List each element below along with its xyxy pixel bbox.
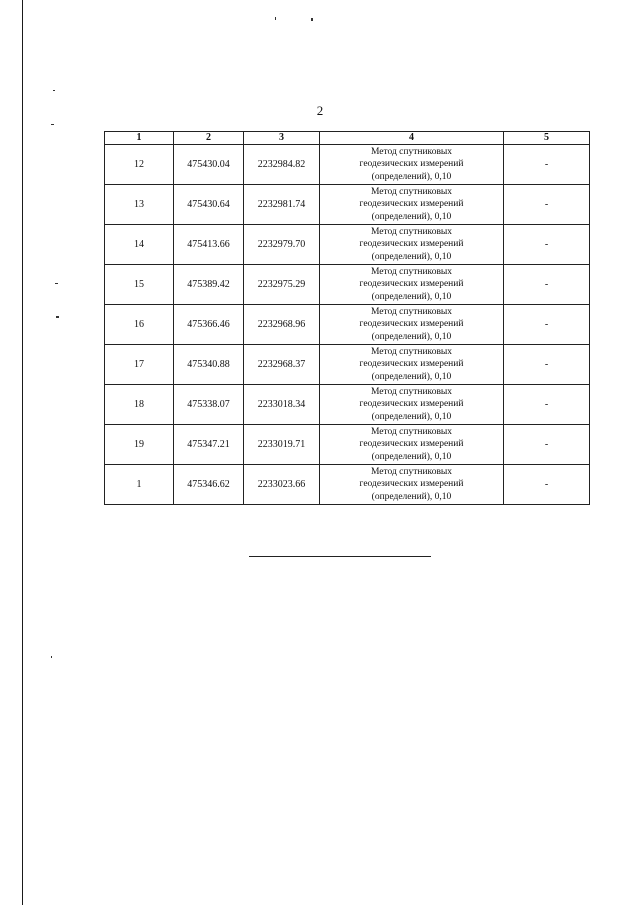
table-row bbox=[105, 345, 590, 385]
scan-speck bbox=[56, 316, 59, 318]
method-text-line: геодезических измерений bbox=[359, 199, 464, 210]
column-header: 1 bbox=[105, 132, 174, 145]
method-text-line: (определений), 0,10 bbox=[371, 451, 452, 462]
scan-speck bbox=[51, 656, 52, 658]
note-cell: - bbox=[504, 345, 590, 385]
method-text-line: (определений), 0,10 bbox=[371, 491, 452, 502]
method-cell bbox=[320, 345, 504, 385]
x-coordinate-cell: 475338.07 bbox=[174, 385, 244, 425]
point-number-cell: 13 bbox=[105, 185, 174, 225]
x-coordinate-cell: 475430.64 bbox=[174, 185, 244, 225]
y-coordinate-cell: 2233019.71 bbox=[244, 425, 320, 465]
point-number-cell: 16 bbox=[105, 305, 174, 345]
method-text-line: Метод спутниковых bbox=[370, 426, 453, 437]
table-row bbox=[105, 305, 590, 345]
y-coordinate-cell: 2232975.29 bbox=[244, 265, 320, 305]
method-text-line: Метод спутниковых bbox=[370, 226, 453, 237]
note-cell: - bbox=[504, 465, 590, 505]
method-text-line: (определений), 0,10 bbox=[371, 411, 452, 422]
x-coordinate-cell: 475413.66 bbox=[174, 225, 244, 265]
method-text-line: геодезических измерений bbox=[359, 239, 464, 250]
method-cell bbox=[320, 225, 504, 265]
method-text-line: Метод спутниковых bbox=[370, 266, 453, 277]
method-text-line: геодезических измерений bbox=[359, 319, 464, 330]
method-text-line: (определений), 0,10 bbox=[371, 331, 452, 342]
method-text-line: Метод спутниковых bbox=[370, 386, 453, 397]
note-cell: - bbox=[504, 145, 590, 185]
scan-speck bbox=[55, 283, 58, 284]
point-number-cell: 15 bbox=[105, 265, 174, 305]
method-cell bbox=[320, 305, 504, 345]
method-text-line: (определений), 0,10 bbox=[371, 171, 452, 182]
note-cell: - bbox=[504, 265, 590, 305]
table-row bbox=[105, 185, 590, 225]
y-coordinate-cell: 2233018.34 bbox=[244, 385, 320, 425]
x-coordinate-cell: 475366.46 bbox=[174, 305, 244, 345]
method-text-line: (определений), 0,10 bbox=[371, 251, 452, 262]
method-text-line: геодезических измерений bbox=[359, 279, 464, 290]
table-row bbox=[105, 265, 590, 305]
method-cell bbox=[320, 265, 504, 305]
note-cell: - bbox=[504, 185, 590, 225]
point-number-cell: 17 bbox=[105, 345, 174, 385]
scan-speck bbox=[275, 17, 276, 20]
scan-speck bbox=[53, 90, 55, 91]
scan-speck bbox=[51, 124, 54, 125]
note-cell: - bbox=[504, 385, 590, 425]
method-cell bbox=[320, 425, 504, 465]
method-text-line: Метод спутниковых bbox=[370, 306, 453, 317]
method-cell bbox=[320, 145, 504, 185]
y-coordinate-cell: 2232981.74 bbox=[244, 185, 320, 225]
method-text-line: (определений), 0,10 bbox=[371, 291, 452, 302]
table-row bbox=[105, 385, 590, 425]
note-cell: - bbox=[504, 305, 590, 345]
method-cell bbox=[320, 385, 504, 425]
x-coordinate-cell: 475389.42 bbox=[174, 265, 244, 305]
note-cell: - bbox=[504, 225, 590, 265]
column-header: 5 bbox=[504, 132, 590, 145]
note-cell: - bbox=[504, 425, 590, 465]
method-text-line: геодезических измерений bbox=[359, 359, 464, 370]
point-number-cell: 14 bbox=[105, 225, 174, 265]
column-header: 4 bbox=[320, 132, 504, 145]
table-header-row bbox=[105, 132, 590, 145]
point-number-cell: 1 bbox=[105, 465, 174, 505]
method-text-line: Метод спутниковых bbox=[370, 346, 453, 357]
method-cell bbox=[320, 465, 504, 505]
table-row bbox=[105, 225, 590, 265]
y-coordinate-cell: 2233023.66 bbox=[244, 465, 320, 505]
method-text-line: Метод спутниковых bbox=[370, 466, 453, 477]
table-row bbox=[105, 425, 590, 465]
method-text-line: геодезических измерений bbox=[359, 439, 464, 450]
x-coordinate-cell: 475340.88 bbox=[174, 345, 244, 385]
method-text-line: геодезических измерений bbox=[359, 399, 464, 410]
method-text-line: геодезических измерений bbox=[359, 159, 464, 170]
scan-speck bbox=[311, 18, 313, 21]
column-header: 2 bbox=[174, 132, 244, 145]
point-number-cell: 18 bbox=[105, 385, 174, 425]
y-coordinate-cell: 2232968.37 bbox=[244, 345, 320, 385]
y-coordinate-cell: 2232984.82 bbox=[244, 145, 320, 185]
method-text-line: Метод спутниковых bbox=[370, 186, 453, 197]
scan-binding-edge bbox=[22, 0, 23, 905]
method-text-line: (определений), 0,10 bbox=[371, 211, 452, 222]
x-coordinate-cell: 475346.62 bbox=[174, 465, 244, 505]
table-row bbox=[105, 465, 590, 505]
table-row bbox=[105, 145, 590, 185]
x-coordinate-cell: 475347.21 bbox=[174, 425, 244, 465]
method-text-line: Метод спутниковых bbox=[370, 146, 453, 157]
page-number: 2 bbox=[316, 103, 324, 118]
column-header: 3 bbox=[244, 132, 320, 145]
end-of-document-rule bbox=[249, 556, 431, 557]
point-number-cell: 12 bbox=[105, 145, 174, 185]
method-text-line: геодезических измерений bbox=[359, 479, 464, 490]
method-cell bbox=[320, 185, 504, 225]
y-coordinate-cell: 2232979.70 bbox=[244, 225, 320, 265]
point-number-cell: 19 bbox=[105, 425, 174, 465]
x-coordinate-cell: 475430.04 bbox=[174, 145, 244, 185]
y-coordinate-cell: 2232968.96 bbox=[244, 305, 320, 345]
coordinates-table bbox=[104, 131, 590, 505]
method-text-line: (определений), 0,10 bbox=[371, 371, 452, 382]
